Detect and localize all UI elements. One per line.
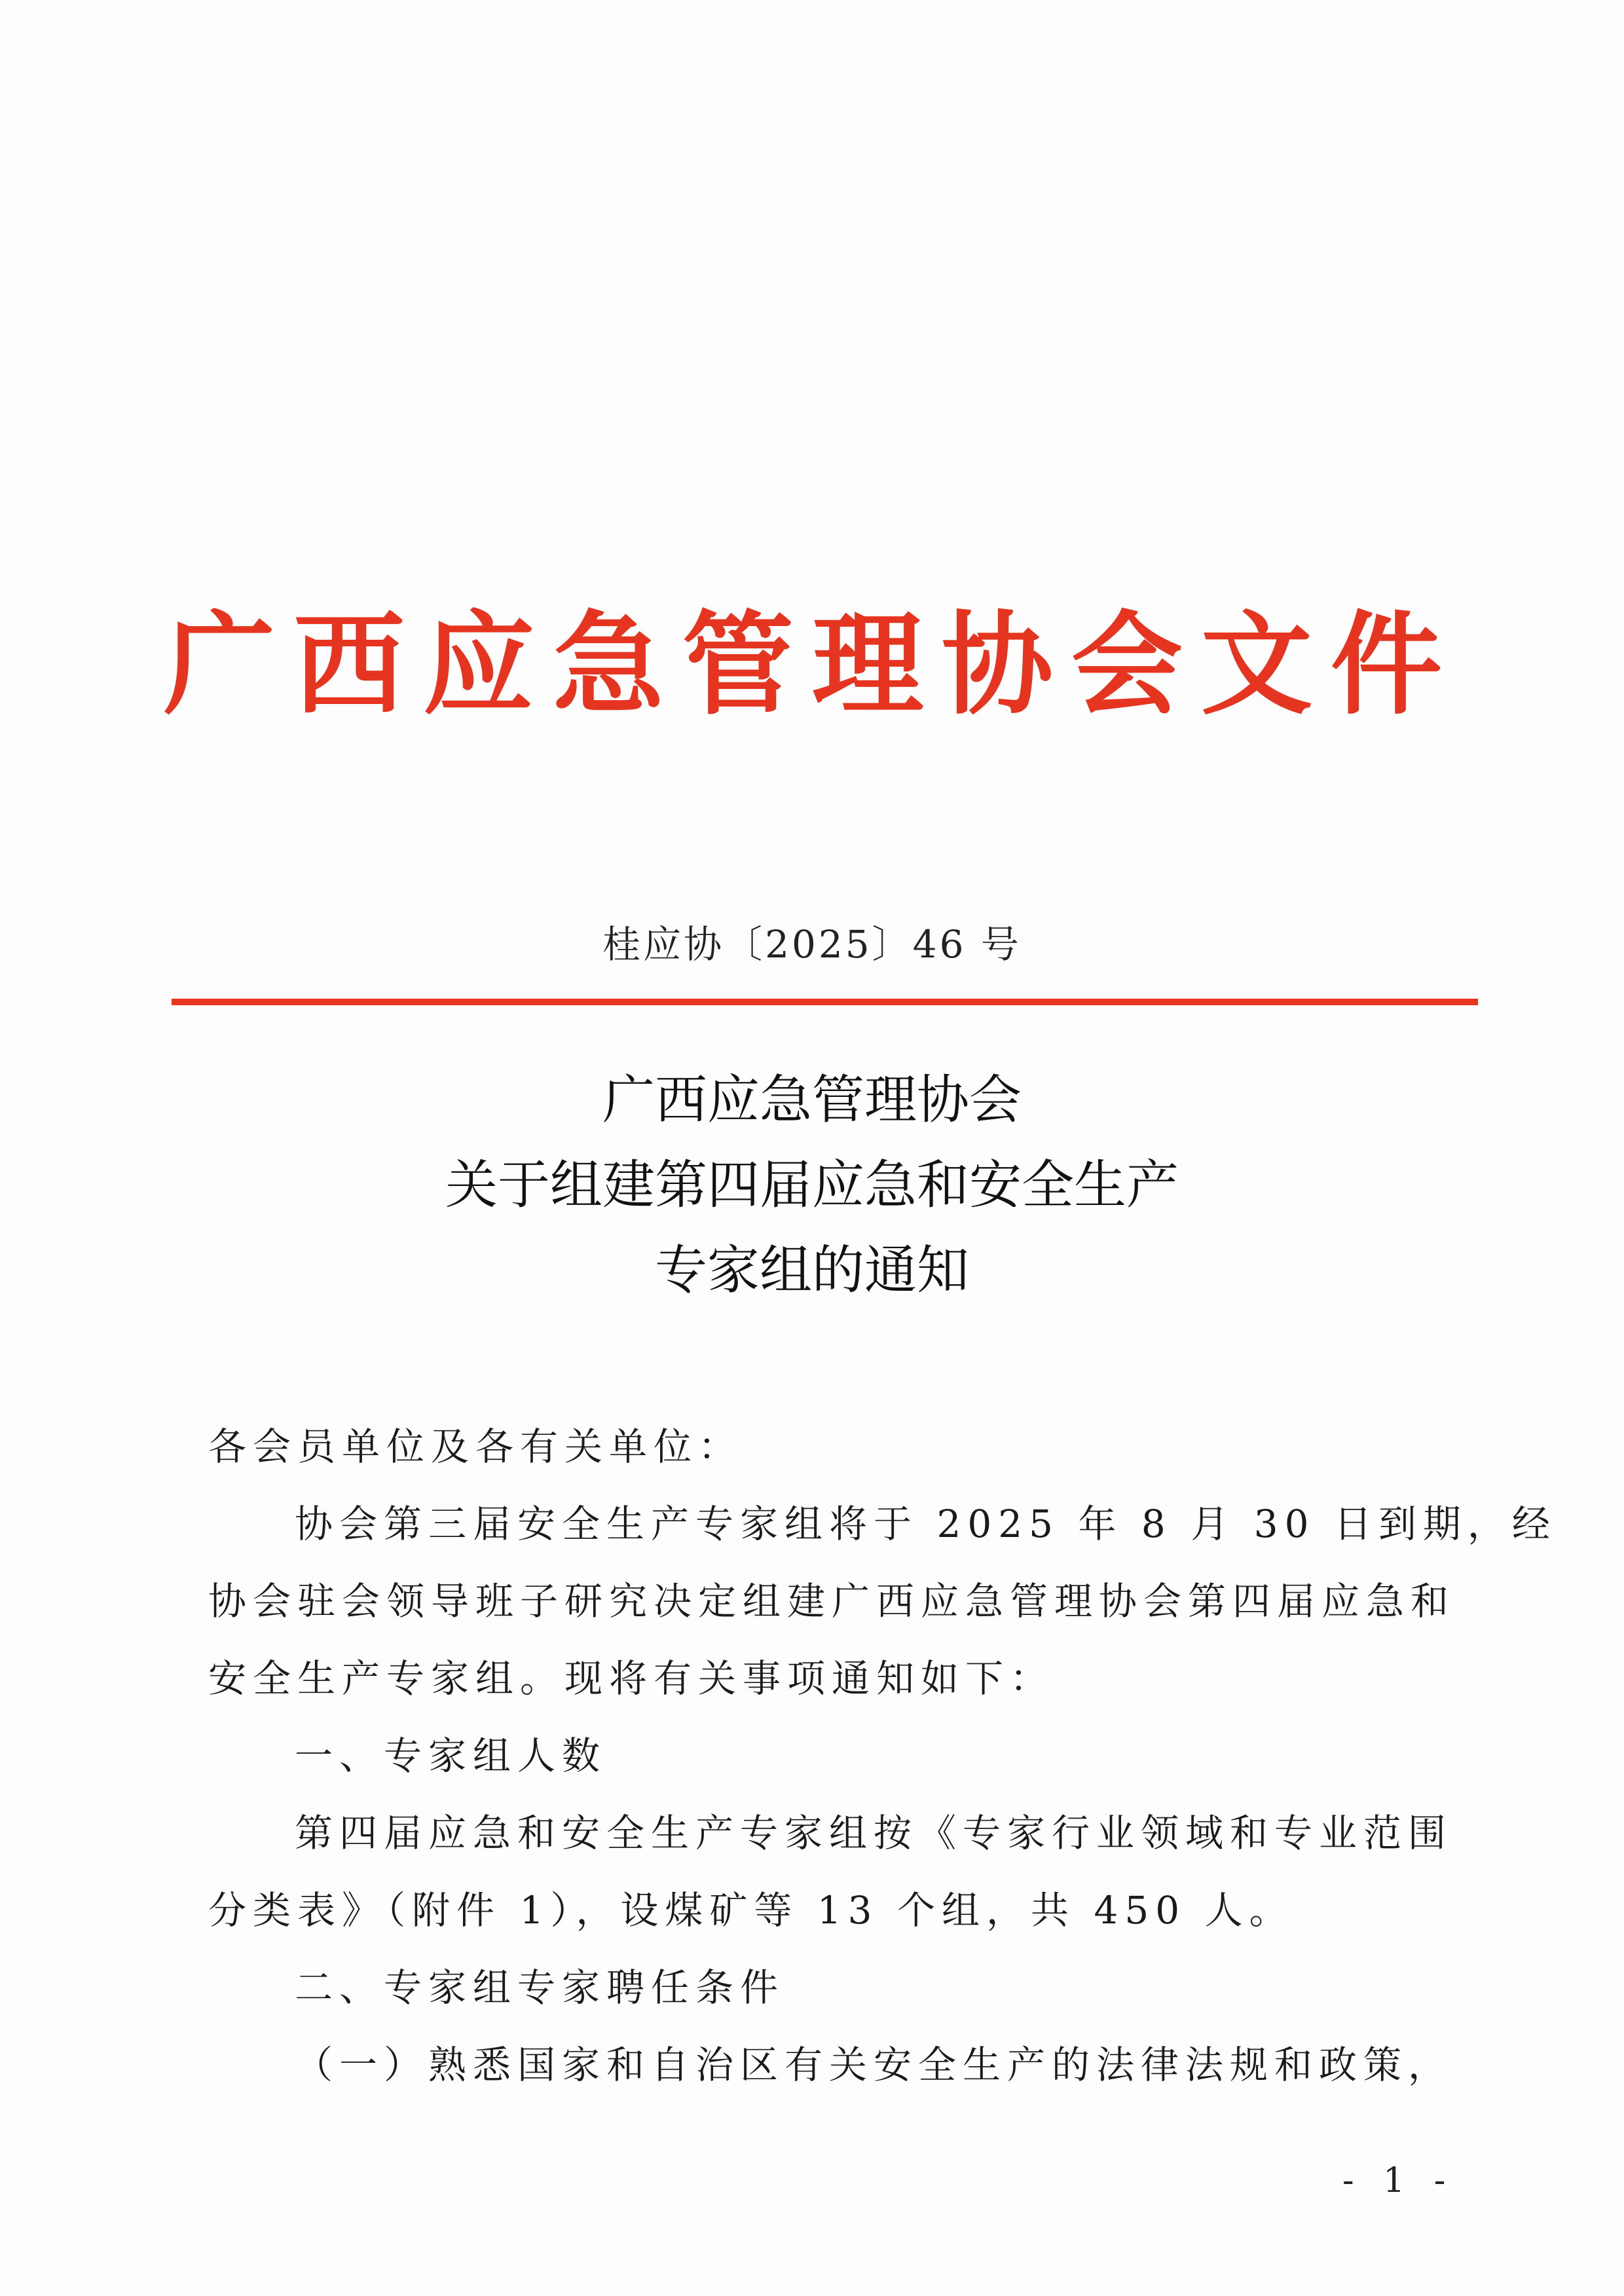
section-2-heading: 二、专家组专家聘任条件 [295,1965,785,2010]
notice-title-line-1: 广西应急管理协会 [602,1069,1022,1130]
item-1-line-1: （一）熟悉国家和自治区有关安全生产的法律法规和政策， [295,2043,1453,2087]
salutation: 各会员单位及各有关单位： [208,1424,743,1469]
page-number: - 1 - [1342,2161,1455,2200]
paragraph-2-line-1: 第四届应急和安全生产专家组按《专家行业领域和专业范围 [295,1811,1453,1855]
paragraph-1-line-2: 协会驻会领导班子研究决定组建广西应急管理协会第四届应急和 [208,1579,1456,1623]
paragraph-2-line-2: 分类表》（附件 1），设煤矿等 13 个组，共 450 人。 [208,1888,1294,1933]
notice-title-line-2: 关于组建第四届应急和安全生产 [445,1155,1179,1215]
paragraph-1-line-1: 协会第三届安全生产专家组将于 2025 年 8 月 30 日到期，经 [295,1502,1557,1546]
notice-title-line-3: 专家组的通知 [655,1240,969,1301]
document-number: 桂应协〔2025〕46 号 [602,922,1022,967]
red-divider-rule [172,999,1478,1005]
paragraph-1-line-3: 安全生产专家组。现将有关事项通知如下： [208,1656,1055,1701]
org-header-title: 广西应急管理协会文件 [163,599,1460,730]
section-1-heading: 一、专家组人数 [295,1733,607,1778]
